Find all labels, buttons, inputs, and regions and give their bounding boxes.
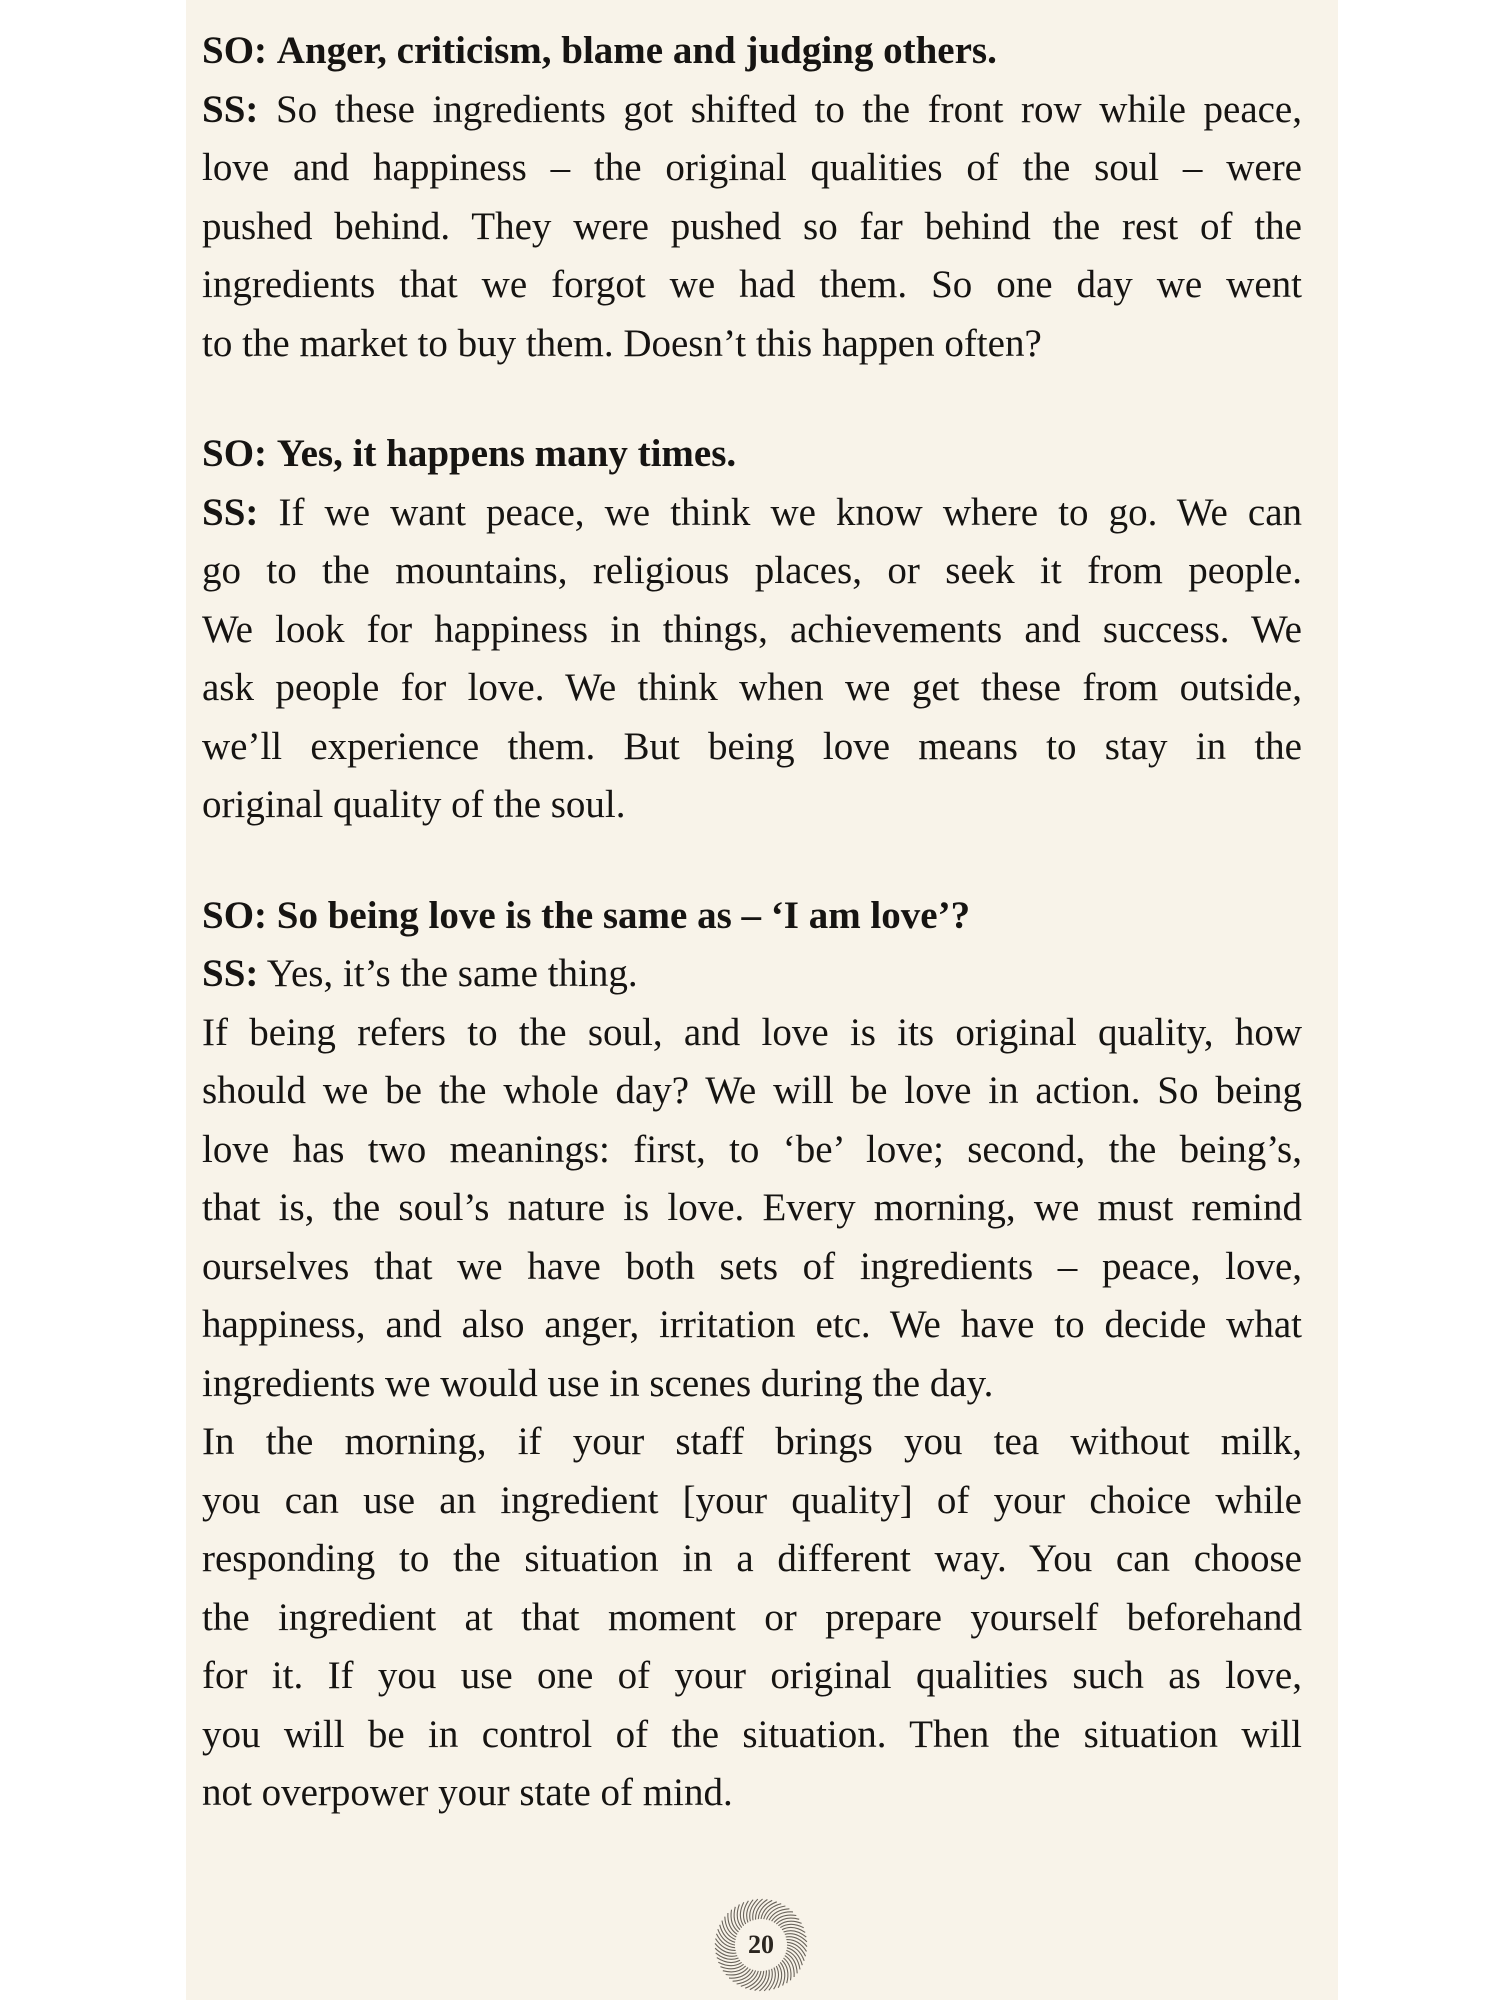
dialogue-block — [202, 22, 1302, 373]
question-text: Yes, it happens many times. — [276, 432, 737, 475]
line-text: ingredients that we forgot we had them. So one day we went — [202, 263, 1302, 306]
paragraph-gap — [202, 835, 1302, 887]
line-text: we’ll experience them. But being love means to stay in the — [202, 724, 1302, 768]
text-line — [202, 1530, 1302, 1589]
line-text: that is, the soul’s nature is love. Every morning, we must remind — [202, 1186, 1302, 1229]
text-line — [202, 1121, 1302, 1180]
text-line — [202, 484, 1302, 543]
text-line — [202, 1062, 1302, 1121]
line-text: for it. If you use one of your original qualities such as love, — [202, 1654, 1302, 1697]
paragraph-gap — [202, 373, 1302, 425]
text-line — [202, 1296, 1302, 1355]
line-text: love and happiness – the original qualities of the soul – were — [202, 146, 1302, 189]
line-text: original quality of the soul. — [202, 783, 626, 826]
text-line — [202, 887, 1302, 946]
text-line — [202, 1413, 1302, 1472]
text-line — [202, 22, 1302, 81]
line-text: happiness, and also anger, irritation etc. We have to decide what — [202, 1303, 1302, 1346]
line-text: ingredients we would use in scenes during the day. — [202, 1361, 994, 1405]
line-text: go to the mountains, religious places, or seek it from people. — [202, 549, 1302, 592]
text-line — [202, 81, 1302, 140]
dialogue-block — [202, 425, 1302, 835]
text-line — [202, 718, 1302, 777]
speaker-label: SS: — [202, 87, 259, 131]
line-text: We look for happiness in things, achievements and success. We — [202, 607, 1302, 651]
text-line — [202, 139, 1302, 198]
text-line — [202, 601, 1302, 660]
text-line — [202, 776, 1302, 835]
question-text: So being love is the same as – ‘I am love’? — [276, 893, 971, 937]
line-text: ask people for love. We think when we get these from outside, — [202, 666, 1302, 709]
page-number-ornament — [711, 1895, 811, 1995]
line-text: love has two meanings: first, to ‘be’ love; second, the being’s, — [202, 1127, 1302, 1171]
text-line — [202, 1004, 1302, 1063]
text-line — [202, 945, 1302, 1004]
question-text: Anger, criticism, blame and judging others. — [276, 29, 997, 72]
dialogue-block — [202, 887, 1302, 1823]
line-text: If being refers to the soul, and love is its original quality, how — [202, 1010, 1302, 1054]
line-text: not overpower your state of mind. — [202, 1771, 733, 1814]
text-line — [202, 1764, 1302, 1823]
text-line — [202, 1355, 1302, 1414]
line-text: the ingredient at that moment or prepare yourself beforehand — [202, 1595, 1302, 1639]
text-line — [202, 1238, 1302, 1297]
text-line — [202, 1179, 1302, 1238]
line-text: pushed behind. They were pushed so far behind the rest of the — [202, 204, 1302, 248]
speaker-label: SO: — [202, 432, 268, 475]
line-text: If we want peace, we think we know where to go. We can — [278, 490, 1303, 534]
text-line — [202, 1647, 1302, 1706]
text-line — [202, 659, 1302, 718]
line-text: ourselves that we have both sets of ingredients – peace, love, — [202, 1244, 1302, 1288]
page-text — [202, 22, 1302, 1823]
line-text: So these ingredients got shifted to the front row while peace, — [275, 87, 1302, 131]
speaker-label: SO: — [202, 29, 268, 72]
line-text: to the market to buy them. Doesn’t this happen often? — [202, 321, 1042, 365]
text-line — [202, 425, 1302, 484]
page-number: 20 — [748, 1930, 774, 1959]
line-text: In the morning, if your staff brings you tea without milk, — [202, 1420, 1302, 1463]
line-text: should we be the whole day? We will be love in action. So being — [202, 1069, 1302, 1112]
speaker-label: SO: — [202, 893, 268, 937]
text-line — [202, 315, 1302, 374]
text-line — [202, 1472, 1302, 1531]
text-line — [202, 1706, 1302, 1765]
line-text: you will be in control of the situation. Then the situation will — [202, 1712, 1302, 1756]
line-text: you can use an ingredient [your quality] of your choice while — [202, 1478, 1302, 1522]
text-line — [202, 198, 1302, 257]
speaker-label: SS: — [202, 952, 259, 995]
text-line — [202, 542, 1302, 601]
line-text: Yes, it’s the same thing. — [266, 952, 638, 995]
text-line — [202, 256, 1302, 315]
line-text: responding to the situation in a different way. You can choose — [202, 1537, 1302, 1580]
text-line — [202, 1589, 1302, 1648]
speaker-label: SS: — [202, 490, 259, 534]
